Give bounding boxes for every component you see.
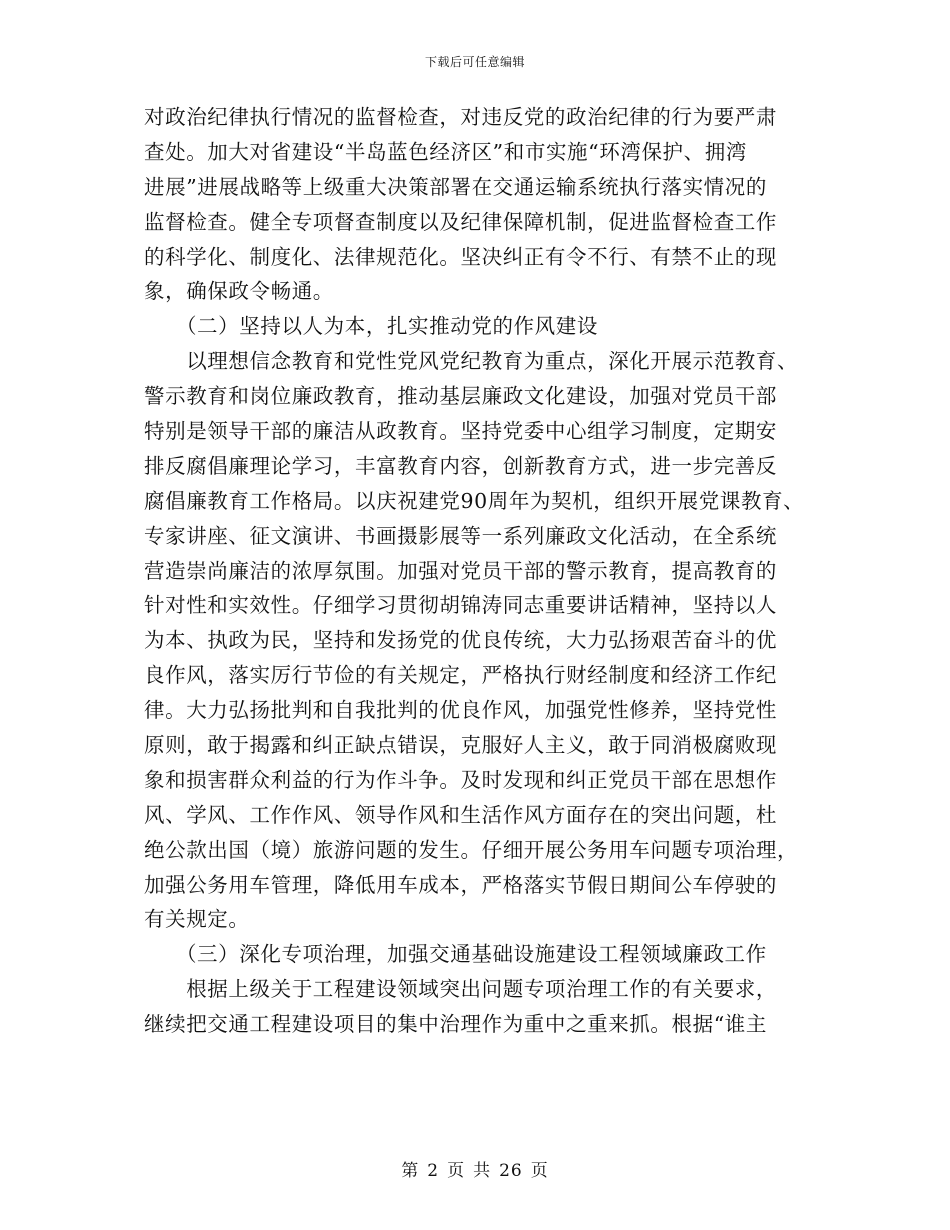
text-line: 加强公务用车管理，降低用车成本，严格落实节假日期间公车停驶的 — [144, 872, 777, 897]
text-line: 继续把交通工程建设项目的集中治理作为重中之重来抓。根据“谁主 — [144, 1012, 767, 1037]
section-heading: （二）坚持以人为本，扎实推动党的作风建设 — [144, 314, 598, 339]
document-body — [144, 100, 824, 1042]
page-header: 下载后可任意编辑 — [424, 55, 525, 69]
text-line: 专家讲座、征文演讲、书画摄影展等一系列廉政文化活动，在全系统 — [144, 523, 777, 548]
text-line: 对政治纪律执行情况的监督检查，对违反党的政治纪律的行为要严肃 — [144, 105, 777, 129]
text-line: 针对性和实效性。仔细学习贯彻胡锦涛同志重要讲话精神，坚持以人 — [144, 593, 777, 618]
text-line: 以理想信念教育和党性党风党纪教育为重点，深化开展示范教育、 — [144, 349, 799, 374]
text-line: 进展”进展战略等上级重大决策部署在交通运输系统执行落实情况的 — [144, 174, 767, 199]
footer-label-total: 共 — [473, 1161, 492, 1181]
text-line: 根据上级关于工程建设领域突出问题专项治理工作的有关要求， — [144, 977, 777, 1002]
page-footer — [0, 1156, 950, 1181]
text-line: 查处。加大对省建设“半岛蓝色经济区”和市实施“环湾保护、拥湾 — [144, 139, 747, 164]
text-line: 象，确保政令畅通。 — [144, 279, 334, 304]
current-page-number: 2 — [427, 1161, 440, 1181]
footer-label-ye: 页 — [447, 1161, 466, 1181]
text-line: 绝公款出国（境）旅游问题的发生。仔细开展公务用车问题专项治理， — [144, 837, 799, 862]
total-pages-number: 26 — [499, 1161, 523, 1181]
footer-label-page: 第 — [401, 1161, 420, 1181]
text-line: 警示教育和岗位廉政教育，推动基层廉政文化建设，加强对党员干部 — [144, 384, 777, 409]
text-line: 为本、执政为民，坚持和发扬党的优良传统，大力弘扬艰苦奋斗的优 — [144, 628, 777, 653]
text-line: 象和损害群众利益的行为作斗争。及时发现和纠正党员干部在思想作 — [144, 767, 777, 792]
text-line: 特别是领导干部的廉洁从政教育。坚持党委中心组学习制度，定期安 — [144, 419, 777, 444]
text-line: 腐倡廉教育工作格局。以庆祝建党90周年为契机，组织开展党课教育、 — [144, 488, 805, 513]
text-line: 的科学化、制度化、法律规范化。坚决纠正有令不行、有禁不止的现 — [144, 244, 777, 269]
text-line: 原则，敢于揭露和纠正缺点错误，克服好人主义，敢于同消极腐败现 — [144, 733, 777, 758]
text-line: 良作风，落实厉行节俭的有关规定，严格执行财经制度和经济工作纪 — [144, 663, 777, 688]
text-line: 排反腐倡廉理论学习，丰富教育内容，创新教育方式，进一步完善反 — [144, 453, 777, 478]
text-line: 营造崇尚廉洁的浓厚氛围。加强对党员干部的警示教育，提高教育的 — [144, 558, 777, 583]
text-line: 风、学风、工作作风、领导作风和生活作风方面存在的突出问题，杜 — [144, 802, 777, 827]
footer-label-ye2: 页 — [530, 1161, 549, 1181]
section-heading: （三）深化专项治理，加强交通基础设施建设工程领域廉政工作 — [144, 942, 767, 967]
text-line: 有关规定。 — [144, 907, 250, 932]
text-line: 监督检查。健全专项督查制度以及纪律保障机制，促进监督检查工作 — [144, 209, 777, 234]
text-line: 律。大力弘扬批判和自我批判的优良作风，加强党性修养，坚持党性 — [144, 698, 777, 723]
